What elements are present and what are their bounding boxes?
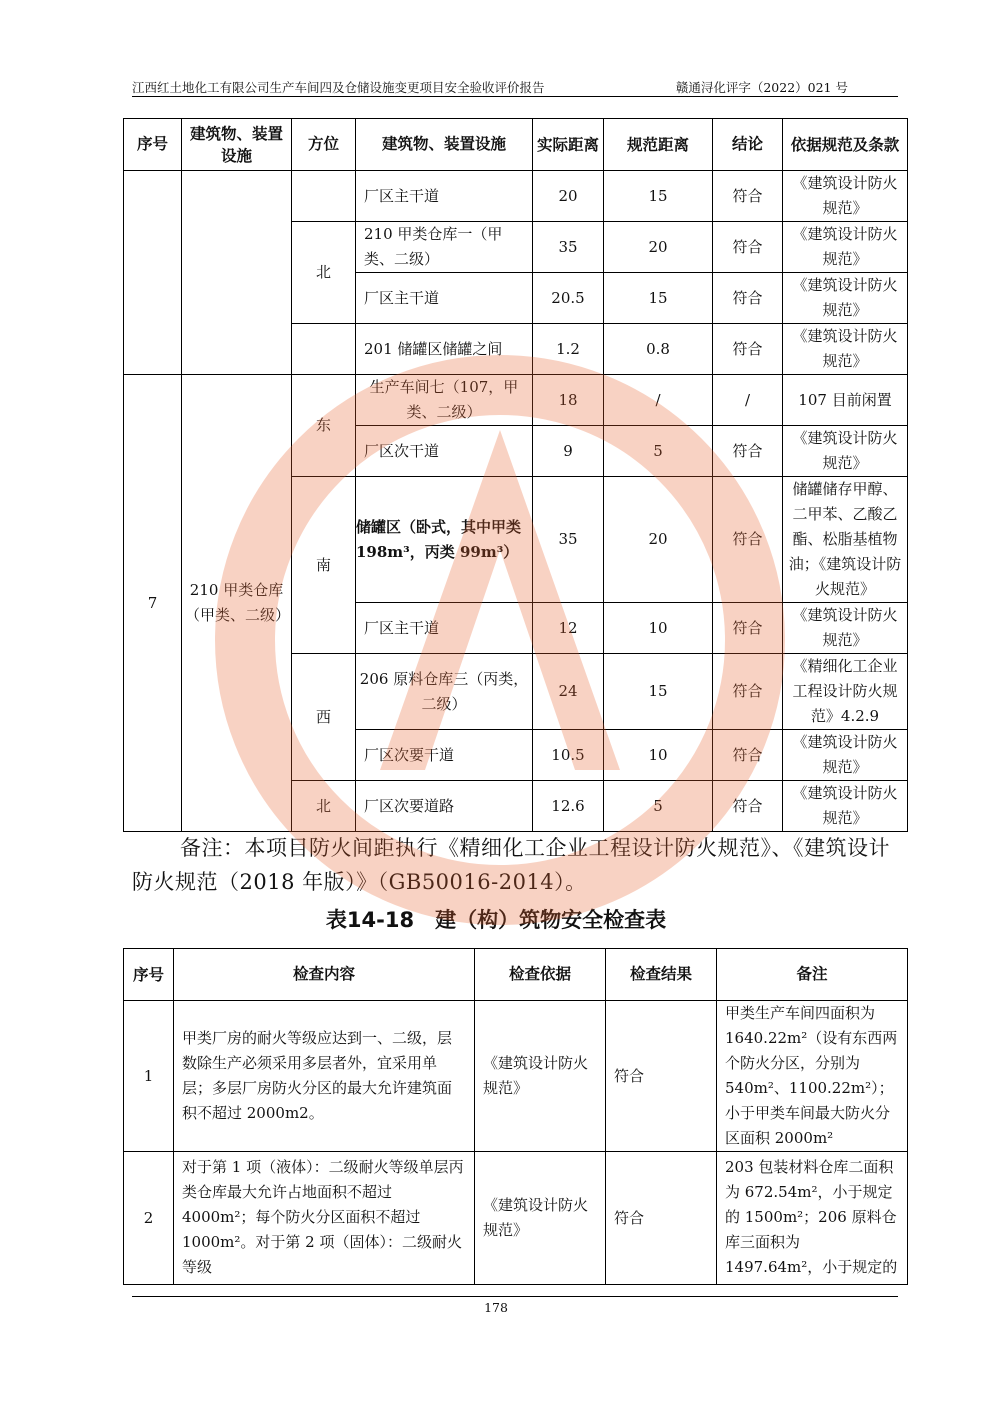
table-row: [124, 375, 908, 426]
cell-result: 符合: [713, 222, 783, 273]
cell-no: 1: [124, 1001, 174, 1152]
cell-spec: 0.8: [604, 324, 713, 375]
col-header-content: 检查内容: [174, 949, 475, 1001]
cell-spec: 5: [604, 426, 713, 477]
col-header-direction: 方位: [292, 119, 356, 171]
table-row: [124, 1152, 908, 1285]
cell-basis: 《建筑设计防火规范》: [783, 781, 908, 832]
cell-basis: 《建筑设计防火规范》: [783, 426, 908, 477]
table-note: 备注：本项目防火间距执行《精细化工企业工程设计防火规范》、《建筑设计防火规范（2018 年版）》（GB50016-2014）。: [132, 836, 890, 894]
table-row: [124, 171, 908, 222]
cell-actual: 1.2: [533, 324, 604, 375]
cell-target: 厂区主干道: [356, 273, 533, 324]
cell-target: 201 储罐区储罐之间: [356, 324, 533, 375]
cell-empty: [292, 324, 356, 375]
cell-spec: 15: [604, 273, 713, 324]
cell-direction: 西: [292, 654, 356, 781]
cell-basis: 《建筑设计防火规范》: [783, 603, 908, 654]
page-header: [132, 76, 898, 97]
cell-result: 符合: [713, 273, 783, 324]
cell-result: 符合: [713, 781, 783, 832]
col-header-no: 序号: [124, 119, 182, 171]
cell-actual: 24: [533, 654, 604, 730]
building-safety-check-table: [123, 948, 908, 1285]
cell-target: 206 原料仓库三（丙类，二级）: [356, 654, 533, 730]
cell-direction: 北: [292, 781, 356, 832]
col-header-result: 结论: [713, 119, 783, 171]
cell-direction: 东: [292, 375, 356, 477]
cell-target: 生产车间七（107，甲类、二级）: [356, 375, 533, 426]
cell-actual: 35: [533, 222, 604, 273]
footer-rule: [132, 1296, 898, 1297]
page-number: 178: [484, 1300, 508, 1315]
fire-distance-table: [123, 118, 908, 832]
cell-spec: 20: [604, 477, 713, 603]
cell-result: 符合: [713, 324, 783, 375]
cell-result: 符合: [713, 426, 783, 477]
cell-target: 厂区次干道: [356, 426, 533, 477]
cell-empty: [182, 171, 292, 375]
cell-result: 符合: [606, 1001, 717, 1152]
cell-spec: /: [604, 375, 713, 426]
cell-result: 符合: [713, 171, 783, 222]
col-header-no: 序号: [124, 949, 174, 1001]
col-header-remark: 备注: [717, 949, 908, 1001]
cell-spec: 15: [604, 654, 713, 730]
cell-result: 符合: [713, 477, 783, 603]
col-header-building: 建筑物、装置设施: [182, 119, 292, 171]
cell-actual: 35: [533, 477, 604, 603]
cell-building: 210 甲类仓库（甲类、二级）: [182, 375, 292, 832]
cell-result: 符合: [713, 730, 783, 781]
cell-actual: 18: [533, 375, 604, 426]
col-header-result: 检查结果: [606, 949, 717, 1001]
cell-basis: 107 目前闲置: [783, 375, 908, 426]
cell-target: 厂区主干道: [356, 171, 533, 222]
cell-basis: 《精细化工企业工程设计防火规范》4.2.9: [783, 654, 908, 730]
table-header-row: [124, 119, 908, 171]
cell-basis: 《建筑设计防火规范》: [783, 730, 908, 781]
cell-spec: 10: [604, 730, 713, 781]
col-header-spec: 规范距离: [604, 119, 713, 171]
header-report-number: 赣通浔化评字（2022）021 号: [675, 80, 848, 95]
cell-basis: 《建筑设计防火规范》: [783, 222, 908, 273]
cell-spec: 15: [604, 171, 713, 222]
cell-basis: 《建筑设计防火规范》: [783, 171, 908, 222]
cell-spec: 5: [604, 781, 713, 832]
cell-content: 甲类厂房的耐火等级应达到一、二级，层数除生产必须采用多层者外，宜采用单层；多层厂房防火分区的最大允许建筑面积不超过 2000m2。: [174, 1001, 475, 1152]
cell-actual: 20: [533, 171, 604, 222]
cell-content: 对于第 1 项（液体）：二级耐火等级单层丙类仓库最大允许占地面积不超过 4000m²；每个防火分区面积不超过 1000m²。对于第 2 项（固体）：二级耐火等级: [174, 1152, 475, 1285]
table-caption: 表14-18 建（构）筑物安全检查表: [325, 908, 667, 932]
cell-remark: 203 包装材料仓库二面积为 672.54m²，小于规定的 1500m²；206 原料仓库三面积为 1497.64m²，小于规定的: [717, 1152, 908, 1285]
table-header-row: [124, 949, 908, 1001]
cell-target: 储罐区（卧式，其中甲类 198m³，丙类 99m³）: [356, 477, 533, 603]
cell-basis: 《建筑设计防火规范》: [783, 324, 908, 375]
cell-basis: 储罐储存甲醇、二甲苯、乙酸乙酯、松脂基植物油；《建筑设计防火规范》: [783, 477, 908, 603]
cell-remark: 甲类生产车间四面积为 1640.22m²（设有东西两个防火分区，分别为 540m²、1100.22m²）；小于甲类车间最大防火分区面积 2000m²: [717, 1001, 908, 1152]
cell-actual: 9: [533, 426, 604, 477]
cell-result: 符合: [606, 1152, 717, 1285]
col-header-basis: 检查依据: [475, 949, 606, 1001]
cell-target: 厂区次要道路: [356, 781, 533, 832]
cell-no: 7: [124, 375, 182, 832]
cell-spec: 10: [604, 603, 713, 654]
cell-actual: 12.6: [533, 781, 604, 832]
cell-empty: [124, 171, 182, 375]
col-header-basis: 依据规范及条款: [783, 119, 908, 171]
cell-spec: 20: [604, 222, 713, 273]
cell-basis: 《建筑设计防火规范》: [783, 273, 908, 324]
cell-result: /: [713, 375, 783, 426]
header-report-title: 江西红土地化工有限公司生产车间四及仓储设施变更项目安全验收评价报告: [132, 80, 545, 95]
cell-actual: 12: [533, 603, 604, 654]
cell-basis: 《建筑设计防火规范》: [475, 1152, 606, 1285]
cell-target: 210 甲类仓库一（甲类、二级）: [356, 222, 533, 273]
cell-empty: [292, 171, 356, 222]
cell-basis: 《建筑设计防火规范》: [475, 1001, 606, 1152]
cell-result: 符合: [713, 603, 783, 654]
cell-result: 符合: [713, 654, 783, 730]
table-row: [124, 1001, 908, 1152]
cell-target: 厂区次要干道: [356, 730, 533, 781]
cell-direction: 南: [292, 477, 356, 654]
cell-actual: 10.5: [533, 730, 604, 781]
col-header-target: 建筑物、装置设施: [356, 119, 533, 171]
col-header-actual: 实际距离: [533, 119, 604, 171]
cell-direction: 北: [292, 222, 356, 324]
cell-target: 厂区主干道: [356, 603, 533, 654]
cell-no: 2: [124, 1152, 174, 1285]
cell-actual: 20.5: [533, 273, 604, 324]
